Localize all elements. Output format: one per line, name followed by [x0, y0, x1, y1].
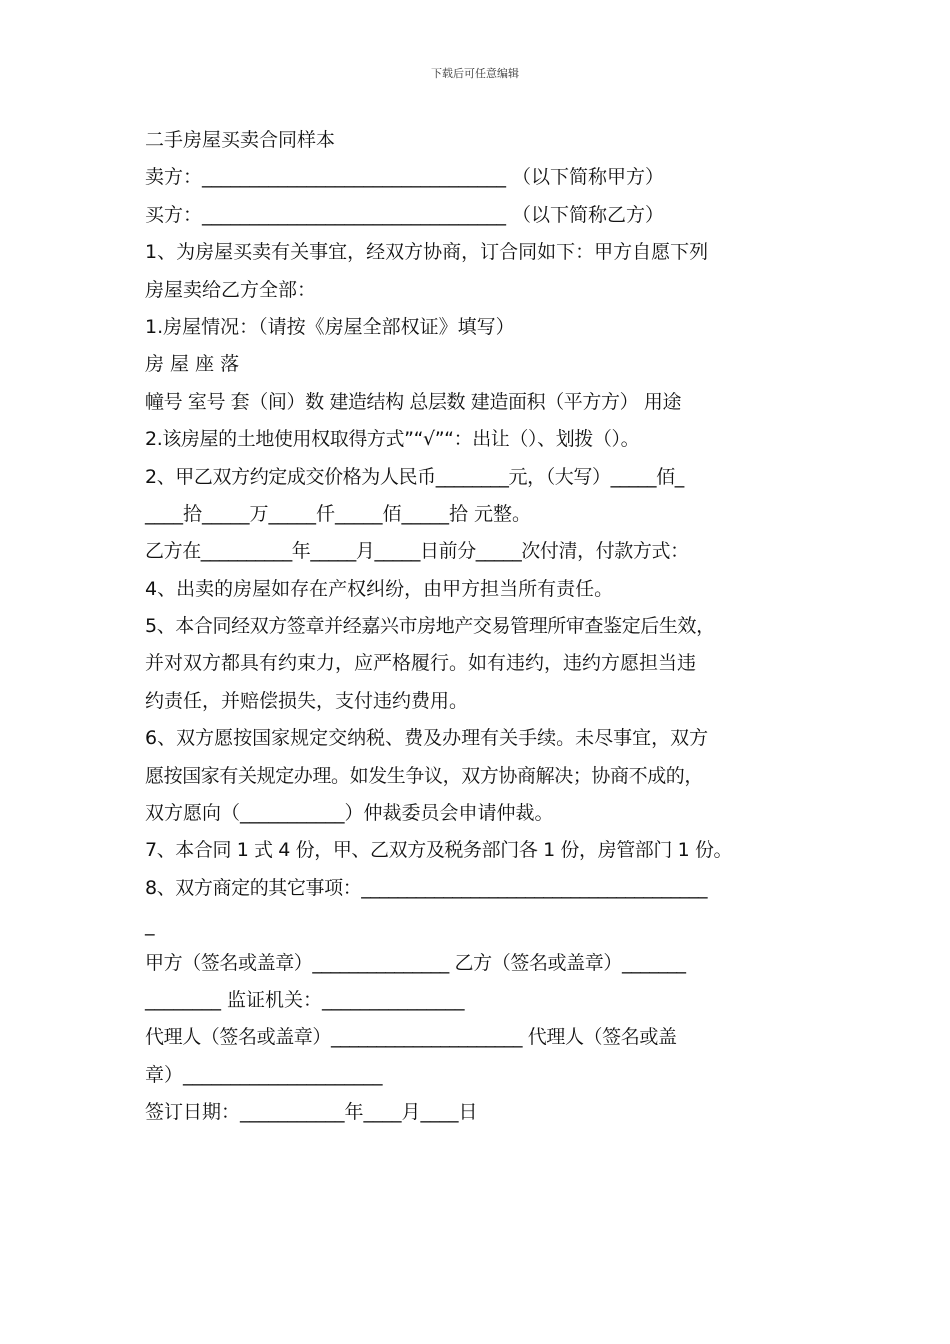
agent-signature-line-1: 代理人（签名或盖章）_____________________ 代理人（签名或盖	[145, 1026, 677, 1049]
clause-4-line: 4、出卖的房屋如存在产权纠纷，由甲方担当所有责任。	[145, 577, 614, 600]
price-line-1: 2、甲乙双方约定成交价格为人民币________元，（大写）_____佰_	[145, 465, 684, 488]
clause-6-line-3: 双方愿向（___________）仲裁委员会申请仲裁。	[145, 802, 554, 825]
contract-body	[145, 122, 813, 1132]
clause-1-line-2: 房屋卖给乙方全部：	[145, 278, 317, 301]
clause-5-line-1: 5、本合同经双方签章并经嘉兴市房地产交易管理所审查鉴定后生效，	[145, 615, 715, 638]
agent-signature-line-2: 章）_____________________	[145, 1063, 383, 1086]
clause-7-line: 7、本合同 1 式 4 份，甲、乙双方及税务部门各 1 份，房管部门 1 份。	[145, 839, 733, 862]
clause-5-line-2: 并对双方都具有约束力，应严格履行。如有违约，违约方愿担当违	[145, 652, 697, 675]
house-location-line: 房 屋 座 落	[145, 353, 240, 376]
clause-1-line-1: 1、为房屋买卖有关事宜，经双方协商，订合同如下：甲方自愿下列	[145, 241, 709, 264]
clause-8-continuation: _	[145, 914, 155, 937]
document-title: 二手房屋买卖合同样本	[145, 129, 336, 151]
land-use-line: 2.该房屋的土地使用权取得方式”“√”“：出让（）、划拨（）。	[145, 428, 640, 451]
signature-line-2: ________ 监证机关：_______________	[145, 988, 465, 1011]
clause-8-line: 8、双方商定的其它事项：______________________________________	[145, 876, 708, 899]
house-fields-line: 幢号 室号 套（间）数 建造结构 总层数 建造面积（平方方） 用途	[145, 390, 682, 413]
signature-line-1: 甲方（签名或盖章）_______________ 乙方（签名或盖章）_______	[145, 951, 686, 974]
page-header-note: 下载后可任意编辑	[431, 67, 519, 80]
house-info-line: 1.房屋情况：（请按《房屋全部权证》填写）	[145, 315, 515, 338]
seller-line: 卖方：________________________________ （以下简称甲方）	[145, 166, 665, 189]
clause-5-line-3: 约责任，并赔偿损失，支付违约费用。	[145, 689, 469, 712]
clause-6-line-2: 愿按国家有关规定办理。如发生争议，双方协商解决；协商不成的，	[145, 764, 704, 787]
price-line-2: ____拾_____万_____仟_____佰_____拾 元整。	[145, 502, 532, 525]
buyer-line: 买方：________________________________ （以下简称乙方）	[145, 203, 665, 226]
signing-date-line: 签订日期：___________年____月____日	[145, 1101, 478, 1124]
clause-6-line-1: 6、双方愿按国家规定交纳税、费及办理有关手续。未尽事宜，双方	[145, 727, 709, 750]
payment-line: 乙方在__________年_____月_____日前分_____次付清，付款方式：	[145, 540, 689, 563]
